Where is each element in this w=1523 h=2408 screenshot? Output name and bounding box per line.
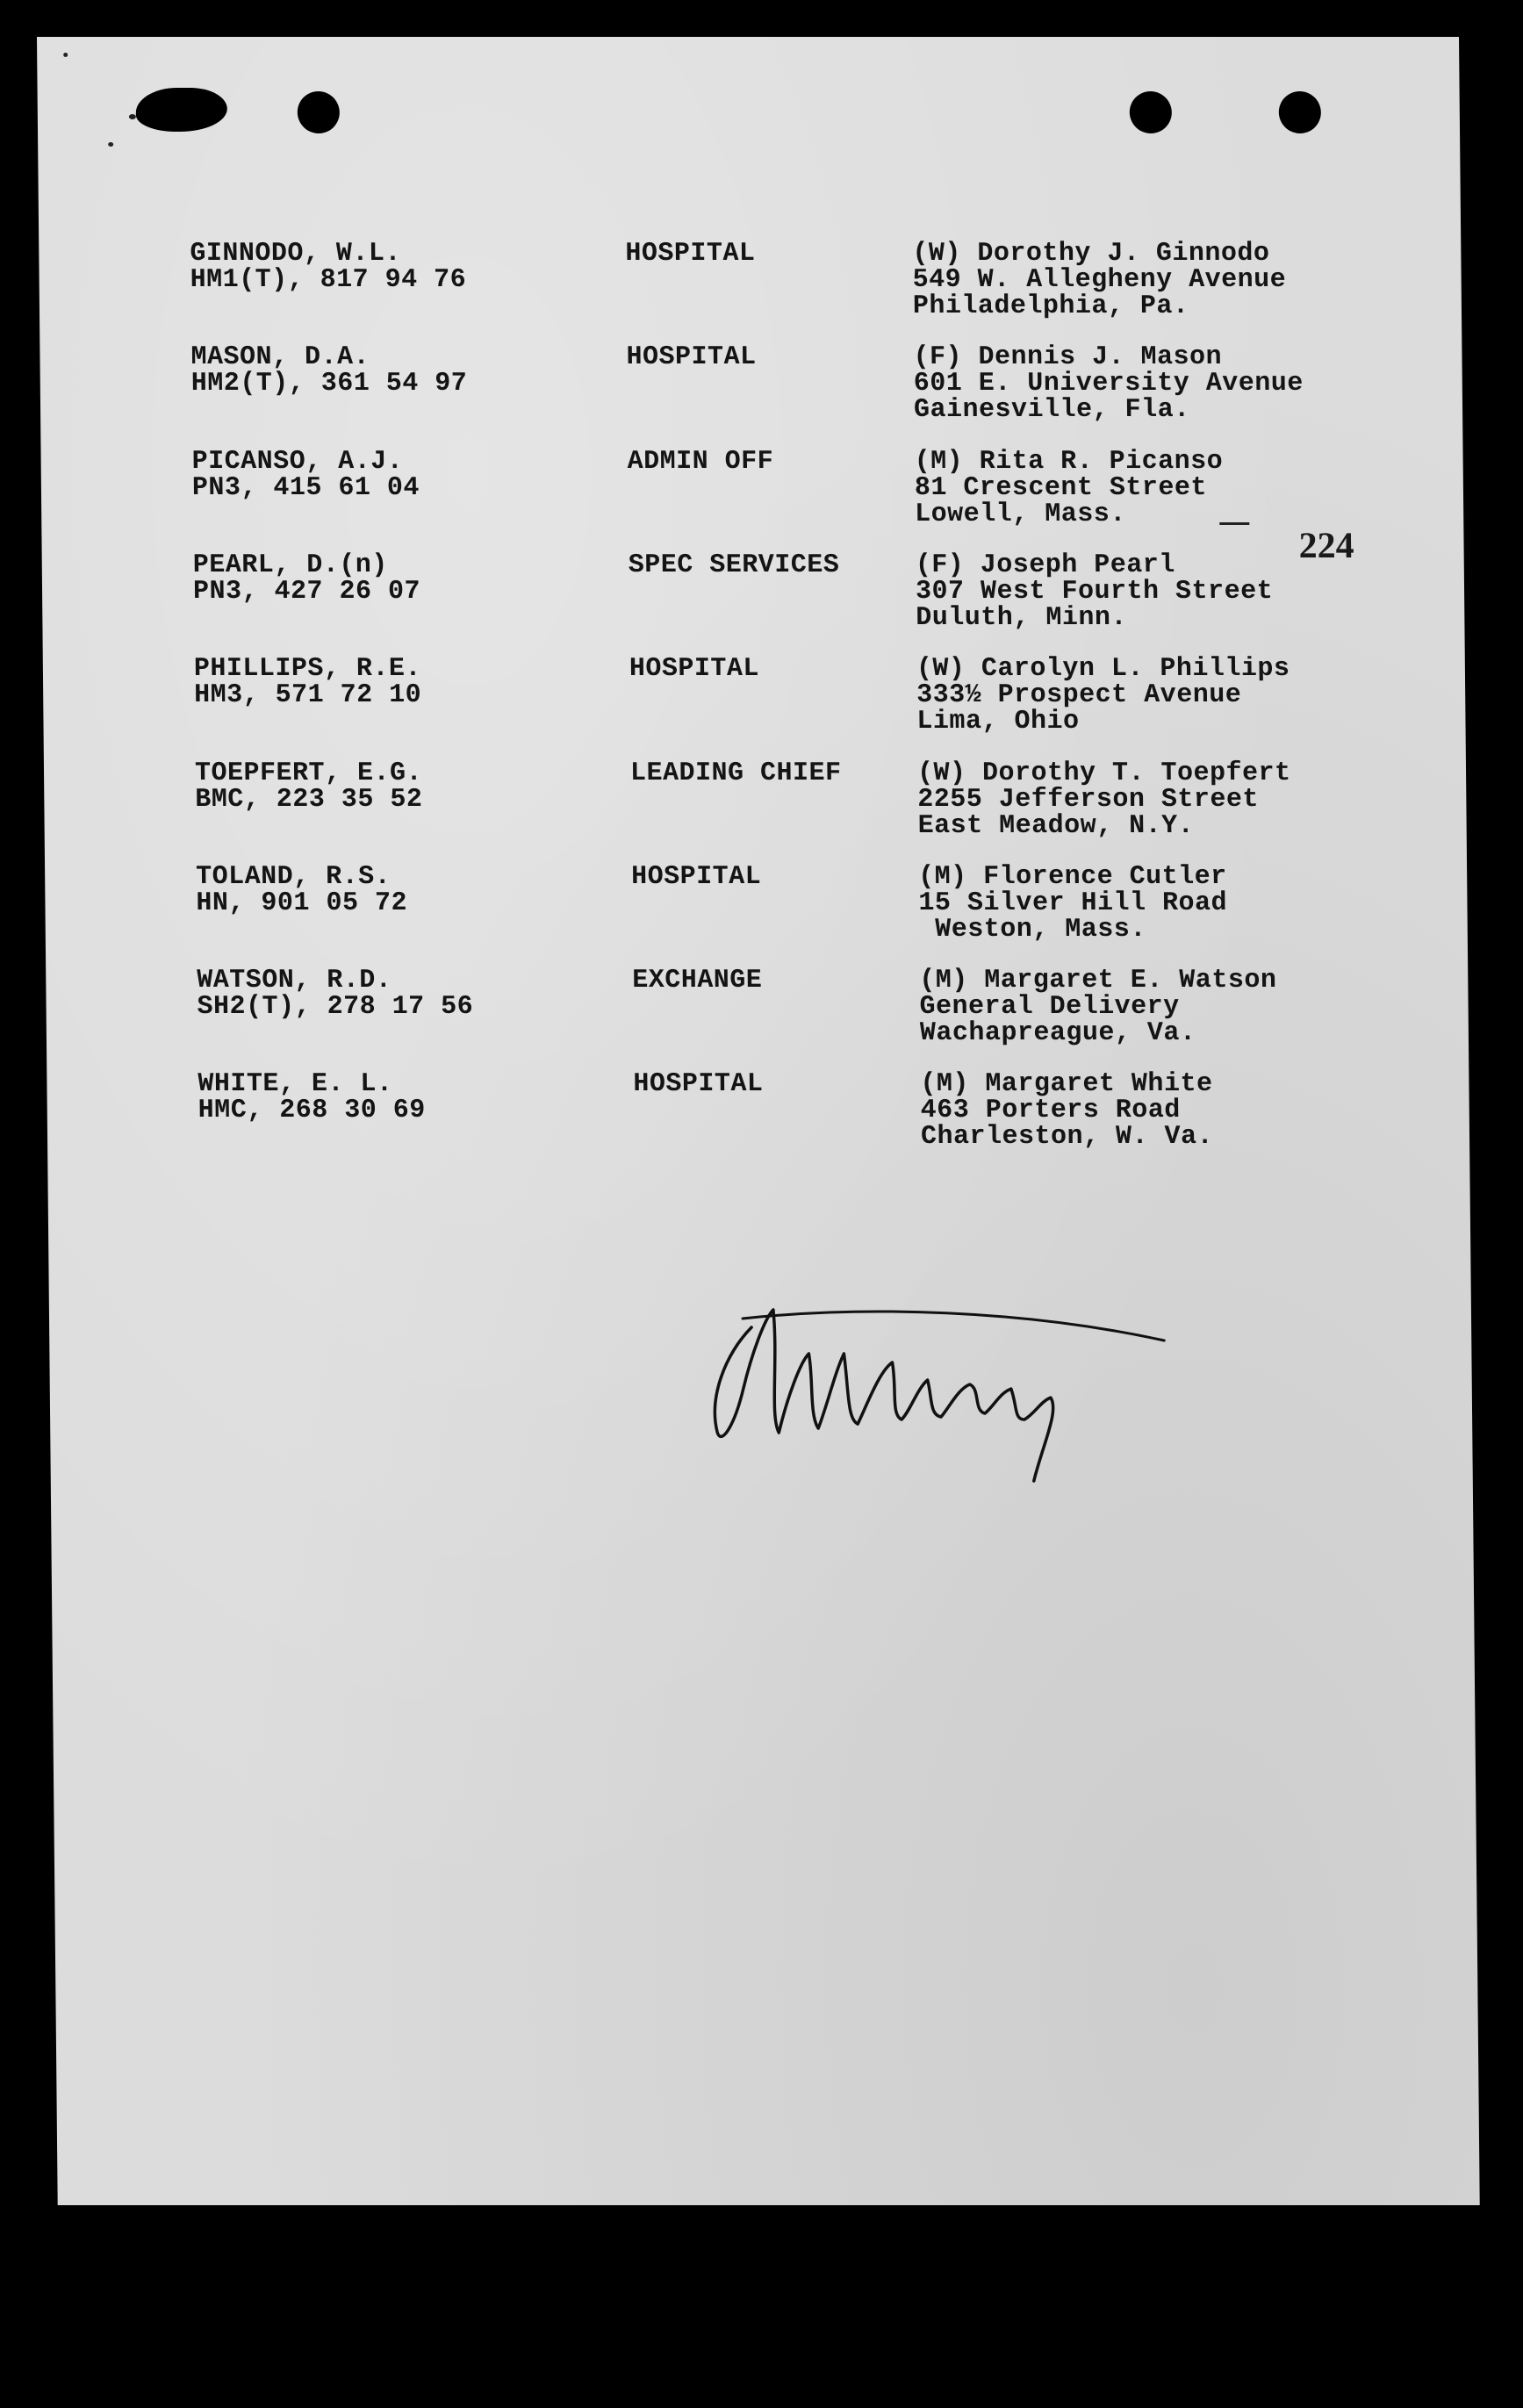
member-name-rate — [193, 552, 421, 605]
member-name-rate — [190, 344, 467, 397]
address-line: (F) Joseph Pearl — [915, 550, 1175, 580]
address-line: (M) Florence Cutler — [918, 861, 1227, 892]
member-rate-service-number: SH2(T), 278 17 56 — [197, 992, 474, 1023]
address-line: Gainesville, Fla. — [913, 395, 1190, 426]
address-line: 601 E. University Avenue — [913, 369, 1304, 399]
member-name: WATSON, R.D. — [197, 966, 392, 996]
department: HOSPITAL — [629, 654, 760, 685]
member-name: GINNODO, W.L. — [190, 239, 402, 269]
next-of-kin-address — [920, 1069, 1214, 1153]
address-line: Lima, Ohio — [916, 707, 1080, 737]
next-of-kin-address — [918, 861, 1228, 945]
member-name: TOEPFERT, E.G. — [194, 758, 423, 788]
address-line: Philadelphia, Pa. — [912, 291, 1189, 321]
address-line: (M) Rita R. Picanso — [914, 446, 1224, 477]
page-number-dash — [1219, 522, 1249, 525]
next-of-kin-address — [916, 552, 1274, 631]
address-line: 2255 Jefferson Street — [917, 784, 1260, 815]
member-rate-service-number: HM2(T), 361 54 97 — [190, 369, 468, 399]
member-name-rate — [197, 966, 474, 1023]
address-line: (W) Carolyn L. Phillips — [916, 654, 1290, 685]
member-name-rate — [198, 1071, 426, 1124]
address-line: 15 Silver Hill Road — [918, 888, 1228, 918]
address-line: (M) Margaret E. Watson — [919, 966, 1277, 996]
address-line: East Meadow, N.Y. — [917, 810, 1195, 841]
punch-hole-left — [298, 91, 340, 133]
address-line: Duluth, Minn. — [916, 602, 1128, 633]
member-rate-service-number: PN3, 415 61 04 — [191, 472, 420, 503]
next-of-kin-address — [913, 342, 1304, 426]
address-line: 333½ Prospect Avenue — [916, 680, 1242, 711]
address-line: Lowell, Mass. — [915, 499, 1126, 529]
member-name: MASON, D.A. — [190, 342, 370, 373]
address-line: General Delivery — [919, 992, 1180, 1023]
member-name: PICANSO, A.J. — [191, 446, 404, 477]
address-line: Weston, Mass. — [918, 914, 1146, 945]
next-of-kin-address — [916, 656, 1290, 735]
department: SPEC SERVICES — [628, 550, 840, 580]
punch-hole-right-1 — [1130, 91, 1172, 133]
next-of-kin-address — [919, 966, 1277, 1049]
member-rate-service-number: BMC, 223 35 52 — [195, 784, 423, 815]
address-line: (W) Dorothy J. Ginnodo — [912, 239, 1270, 269]
signature — [689, 1257, 1183, 1503]
next-of-kin-address — [917, 760, 1291, 839]
address-line: Wachapreague, Va. — [919, 1018, 1196, 1049]
next-of-kin-address — [914, 446, 1224, 529]
member-rate-service-number: HMC, 268 30 69 — [198, 1096, 426, 1126]
address-line: (F) Dennis J. Mason — [913, 342, 1223, 373]
member-name: PEARL, D.(n) — [192, 550, 388, 580]
member-name-rate — [191, 446, 420, 503]
member-rate-service-number: HM1(T), 817 94 76 — [190, 265, 467, 295]
member-name-rate — [193, 654, 422, 711]
department: HOSPITAL — [631, 861, 762, 892]
address-line: Charleston, W. Va. — [920, 1122, 1214, 1153]
department: HOSPITAL — [633, 1069, 764, 1100]
member-name-rate — [196, 861, 408, 918]
punch-hole-right-2 — [1279, 91, 1321, 133]
department: HOSPITAL — [625, 239, 756, 269]
member-name-rate — [190, 241, 466, 293]
address-line: 81 Crescent Street — [914, 472, 1208, 503]
member-rate-service-number: PN3, 427 26 07 — [192, 576, 421, 607]
department: EXCHANGE — [632, 966, 763, 996]
next-of-kin-address — [912, 241, 1286, 320]
address-line: (M) Margaret White — [920, 1069, 1213, 1100]
ink-speck — [63, 53, 68, 57]
department: LEADING CHIEF — [629, 758, 842, 788]
department: ADMIN OFF — [627, 446, 774, 477]
ink-speck — [108, 142, 113, 147]
department: HOSPITAL — [626, 342, 757, 373]
member-rate-service-number: HN, 901 05 72 — [196, 888, 408, 918]
ink-smudge — [136, 88, 227, 132]
ink-speck — [129, 114, 136, 119]
member-name-rate — [195, 760, 423, 813]
member-name: PHILLIPS, R.E. — [193, 654, 422, 685]
address-line: 307 West Fourth Street — [915, 576, 1274, 607]
document-page — [37, 37, 1480, 2205]
page-number: 224 — [1298, 526, 1354, 566]
address-line: 549 W. Allegheny Avenue — [912, 265, 1287, 295]
address-line: (W) Dorothy T. Toepfert — [916, 758, 1291, 788]
member-rate-service-number: HM3, 571 72 10 — [194, 680, 422, 711]
address-line: 463 Porters Road — [920, 1096, 1181, 1126]
member-name: WHITE, E. L. — [198, 1069, 393, 1100]
member-name: TOLAND, R.S. — [196, 861, 392, 892]
